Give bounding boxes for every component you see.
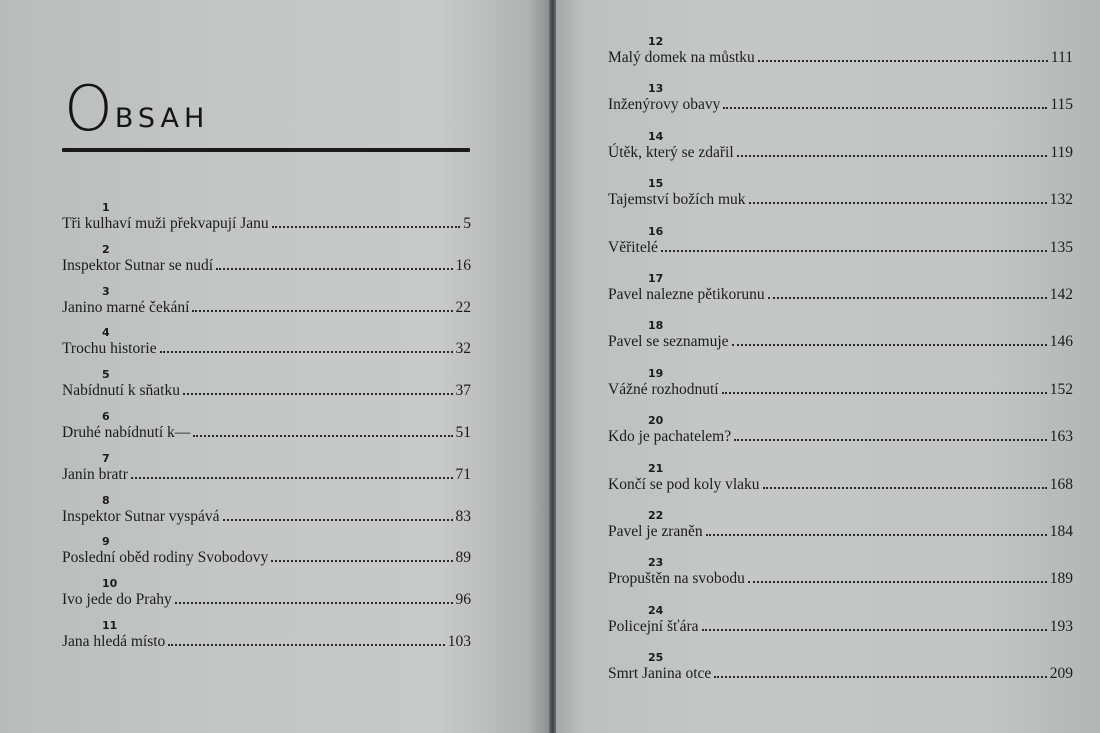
book-gutter — [549, 0, 556, 733]
chapter-title: Inženýrovy obavy — [608, 96, 721, 114]
chapter-number: 6 — [102, 410, 110, 423]
page-number: 16 — [455, 256, 471, 274]
chapter-title: Útěk, který se zdařil — [608, 143, 734, 161]
toc-line — [608, 95, 1073, 113]
chapter-number: 18 — [648, 319, 664, 333]
dot-leader — [732, 332, 1047, 346]
toc-entry — [62, 244, 471, 274]
chapter-title: Poslední oběd rodiny Svobodovy — [62, 549, 269, 567]
toc-line — [608, 285, 1073, 303]
toc-entry — [62, 495, 471, 525]
page-number: 132 — [1049, 191, 1073, 209]
page-number: 184 — [1049, 523, 1073, 540]
toc-entry — [62, 411, 471, 441]
chapter-number: 11 — [102, 619, 118, 632]
page-number: 209 — [1049, 665, 1073, 683]
toc-entry — [608, 226, 1073, 256]
toc-line — [608, 190, 1073, 208]
chapter-number: 17 — [648, 272, 664, 285]
toc-line — [62, 548, 471, 566]
toc-line — [608, 238, 1073, 256]
toc-entry — [608, 368, 1073, 398]
page-number: 119 — [1050, 143, 1073, 161]
chapter-number: 2 — [102, 242, 110, 256]
dot-leader — [271, 548, 452, 562]
toc-entry — [62, 578, 471, 608]
toc-line — [62, 423, 471, 441]
chapter-number: 3 — [102, 284, 110, 298]
page-number: 103 — [447, 633, 471, 650]
page-number: 89 — [455, 549, 471, 567]
chapter-title: Pavel nalezne pětikorunu — [608, 286, 765, 303]
page-number: 193 — [1049, 617, 1073, 635]
toc-entry — [608, 463, 1073, 493]
chapter-title: Končí se pod koly vlaku — [608, 475, 760, 493]
chapter-number: 9 — [102, 535, 110, 549]
toc-line — [62, 507, 471, 525]
page-number: 142 — [1049, 286, 1073, 303]
toc-line — [62, 339, 471, 357]
page-number: 115 — [1050, 96, 1073, 114]
page-title-initial: O — [64, 72, 113, 145]
chapter-number: 1 — [102, 201, 110, 214]
toc-entry — [608, 83, 1073, 113]
chapter-title: Věřitelé — [608, 238, 658, 256]
chapter-number: 10 — [102, 577, 118, 591]
dot-leader — [661, 238, 1047, 252]
dot-leader — [706, 522, 1047, 536]
toc-entry — [62, 536, 471, 566]
page-number: 96 — [455, 591, 471, 609]
dot-leader — [193, 423, 452, 437]
chapter-title: Janino marné čekání — [62, 298, 190, 316]
toc-line — [608, 475, 1073, 493]
toc-line — [62, 256, 471, 274]
toc-line — [608, 664, 1073, 682]
chapter-title: Pavel je zraněn — [608, 523, 703, 540]
chapter-title: Malý domek na můstku — [608, 49, 755, 66]
toc-line — [608, 48, 1073, 66]
dot-leader — [734, 427, 1047, 441]
page-number: 32 — [455, 340, 471, 358]
toc-line — [608, 143, 1073, 161]
chapter-number: 15 — [648, 177, 664, 191]
chapter-title: Nabídnutí k sňatku — [62, 382, 180, 400]
title-rule — [62, 148, 470, 152]
chapter-title: Janin bratr — [62, 465, 128, 483]
chapter-number: 8 — [102, 493, 110, 507]
chapter-number: 14 — [648, 129, 664, 143]
chapter-title: Kdo je pachatelem? — [608, 428, 732, 446]
chapter-number: 13 — [648, 82, 664, 96]
dot-leader — [168, 632, 444, 646]
chapter-title: Vážné rozhodnutí — [608, 380, 719, 398]
toc-line — [62, 381, 471, 399]
dot-leader — [722, 380, 1047, 394]
dot-leader — [183, 381, 453, 395]
toc-entry — [608, 178, 1073, 208]
chapter-title: Druhé nabídnutí k— — [62, 424, 191, 441]
page-number: 37 — [455, 382, 471, 400]
dot-leader — [160, 339, 453, 353]
page-number: 146 — [1049, 333, 1073, 351]
toc-entry — [608, 320, 1073, 350]
chapter-title: Jana hledá místo — [62, 633, 166, 650]
page-number: 189 — [1049, 570, 1073, 588]
chapter-title: Tajemství božích muk — [608, 191, 746, 209]
toc-entry — [608, 131, 1073, 161]
toc-line — [608, 332, 1073, 350]
toc-entry — [608, 415, 1073, 445]
chapter-title: Tři kulhaví muži překvapují Janu — [62, 215, 269, 232]
dot-leader — [175, 590, 453, 604]
toc-entry — [62, 620, 471, 650]
page-number: 111 — [1050, 49, 1073, 66]
toc-entry — [62, 286, 471, 316]
dot-leader — [737, 143, 1048, 157]
chapter-number: 24 — [648, 603, 664, 617]
chapter-title: Inspektor Sutnar se nudí — [62, 256, 214, 274]
toc-entry — [62, 369, 471, 399]
page-number: 22 — [455, 298, 471, 316]
chapter-number: 19 — [648, 366, 664, 380]
toc-line — [608, 617, 1073, 635]
chapter-number: 20 — [648, 414, 664, 428]
chapter-number: 16 — [648, 224, 664, 238]
toc-entry — [62, 453, 471, 483]
chapter-number: 5 — [102, 368, 110, 382]
dot-leader — [223, 507, 453, 521]
page-number: 163 — [1049, 428, 1073, 446]
toc-line — [608, 569, 1073, 587]
dot-leader — [131, 465, 453, 479]
dot-leader — [272, 214, 461, 228]
toc-entry — [62, 202, 471, 232]
toc-entry — [608, 605, 1073, 635]
chapter-number: 25 — [648, 651, 664, 665]
dot-leader — [723, 95, 1047, 109]
dot-leader — [763, 475, 1047, 489]
dot-leader — [216, 256, 452, 270]
chapter-title: Policejní šťára — [608, 617, 699, 635]
page-number: 5 — [463, 215, 471, 232]
page-number: 152 — [1049, 380, 1073, 398]
chapter-number: 12 — [648, 35, 664, 48]
toc-line — [62, 590, 471, 608]
chapter-title: Pavel se seznamuje — [608, 333, 729, 351]
toc-entry — [608, 36, 1073, 66]
page-number: 168 — [1049, 475, 1073, 493]
toc-entry — [608, 557, 1073, 587]
dot-leader — [192, 298, 452, 312]
chapter-title: Propuštěn na svobodu — [608, 570, 745, 588]
toc-line — [62, 214, 471, 232]
toc-entry — [62, 327, 471, 357]
toc-line — [62, 465, 471, 483]
page-number: 51 — [455, 424, 471, 441]
chapter-number: 23 — [648, 556, 664, 570]
dot-leader — [749, 190, 1047, 204]
dot-leader — [714, 664, 1046, 678]
page-title — [64, 72, 210, 145]
toc-line — [62, 298, 471, 316]
chapter-title: Inspektor Sutnar vyspává — [62, 507, 220, 525]
dot-leader — [748, 569, 1047, 583]
chapter-title: Trochu historie — [62, 340, 157, 358]
page-title-rest: BSAH — [114, 103, 210, 134]
page-number: 71 — [455, 465, 471, 483]
chapter-number: 21 — [648, 461, 664, 475]
toc-entry — [608, 273, 1073, 303]
dot-leader — [758, 48, 1048, 62]
toc-entry — [608, 510, 1073, 540]
chapter-title: Ivo jede do Prahy — [62, 591, 172, 609]
chapter-number: 7 — [102, 451, 110, 465]
toc-entry — [608, 652, 1073, 682]
toc-line — [608, 427, 1073, 445]
dot-leader — [768, 285, 1047, 299]
page-number: 135 — [1049, 238, 1073, 256]
toc-line — [608, 522, 1073, 540]
page-number: 83 — [455, 507, 471, 525]
chapter-number: 22 — [648, 509, 664, 522]
dot-leader — [702, 617, 1047, 631]
chapter-title: Smrt Janina otce — [608, 665, 712, 683]
toc-line — [62, 632, 471, 650]
chapter-number: 4 — [102, 326, 110, 340]
toc-line — [608, 380, 1073, 398]
